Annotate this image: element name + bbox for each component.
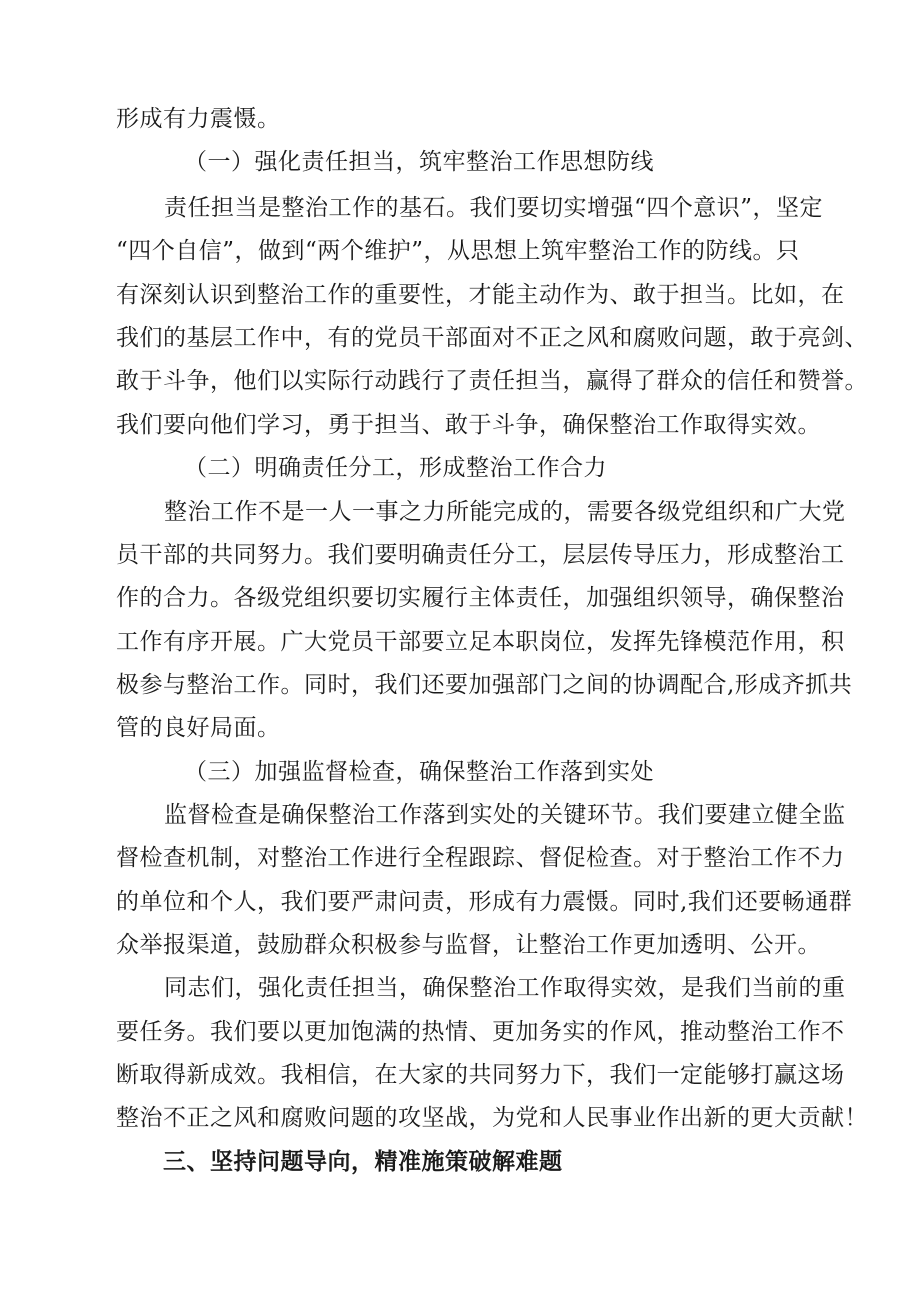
body-text-line: 我们要向他们学习，勇于担当、敢于斗争，确保整治工作取得实效。 [116, 412, 821, 438]
body-text-line: 的单位和个人，我们要严肃问责，形成有力震慑。同时,我们还要畅通群 [116, 889, 853, 915]
body-text-line: 敢于斗争，他们以实际行动践行了责任担当，赢得了群众的信任和赞誉。 [116, 368, 868, 394]
body-text-line: 作的合力。各级党组织要切实履行主体责任，加强组织领导，确保整治 [116, 585, 845, 611]
body-text-line: 员干部的共同努力。我们要明确责任分工，层层传导压力，形成整治工 [116, 542, 845, 568]
body-text-line: 有深刻认识到整治工作的重要性，才能主动作为、敢于担当。比如，在 [116, 282, 845, 308]
paragraph-first-line: 同志们，强化责任担当，确保整治工作取得实效，是我们当前的重 [164, 975, 846, 1001]
paragraph-first-line: 整治工作不是一人一事之力所能完成的，需要各级党组织和广大党 [164, 499, 846, 525]
body-text-line: “四个自信”，做到“两个维护”，从思想上筑牢整治工作的防线。只 [116, 238, 800, 264]
body-text-line: 督检查机制，对整治工作进行全程跟踪、督促检查。对于整治工作不力 [116, 845, 845, 871]
body-text-line: 断取得新成效。我相信，在大家的共同努力下，我们一定能够打赢这场 [116, 1062, 845, 1088]
body-text-line: 整治不正之风和腐败问题的攻坚战，为党和人民事业作出新的更大贡献！ [116, 1105, 868, 1131]
body-text-line: 管的良好局面。 [116, 715, 281, 741]
section-subheading: （三）加强监督检查，确保整治工作落到实处 [184, 759, 654, 785]
paragraph-first-line: 监督检查是确保整治工作落到实处的关键环节。我们要建立健全监 [164, 802, 846, 828]
body-text-line: 工作有序开展。广大党员干部要立足本职岗位，发挥先锋模范作用，积 [116, 629, 845, 655]
body-text-line: 要任务。我们要以更加饱满的热情、更加务实的作风，推动整治工作不 [116, 1019, 845, 1045]
section-heading: 三、坚持问题导向，精准施策破解难题 [163, 1149, 563, 1175]
section-subheading: （二）明确责任分工，形成整治工作合力 [184, 455, 607, 481]
body-text-line: 形成有力震慑。 [116, 106, 281, 132]
section-subheading: （一）强化责任担当，筑牢整治工作思想防线 [184, 149, 654, 175]
body-text-line: 极参与整治工作。同时，我们还要加强部门之间的协调配合,形成齐抓共 [116, 672, 853, 698]
paragraph-first-line: 责任担当是整治工作的基石。我们要切实增强“四个意识”，坚定 [164, 195, 824, 221]
body-text-line: 我们的基层工作中，有的党员干部面对不正之风和腐败问题，敢于亮剑、 [116, 325, 868, 351]
body-text-line: 众举报渠道，鼓励群众积极参与监督，让整治工作更加透明、公开。 [116, 932, 821, 958]
